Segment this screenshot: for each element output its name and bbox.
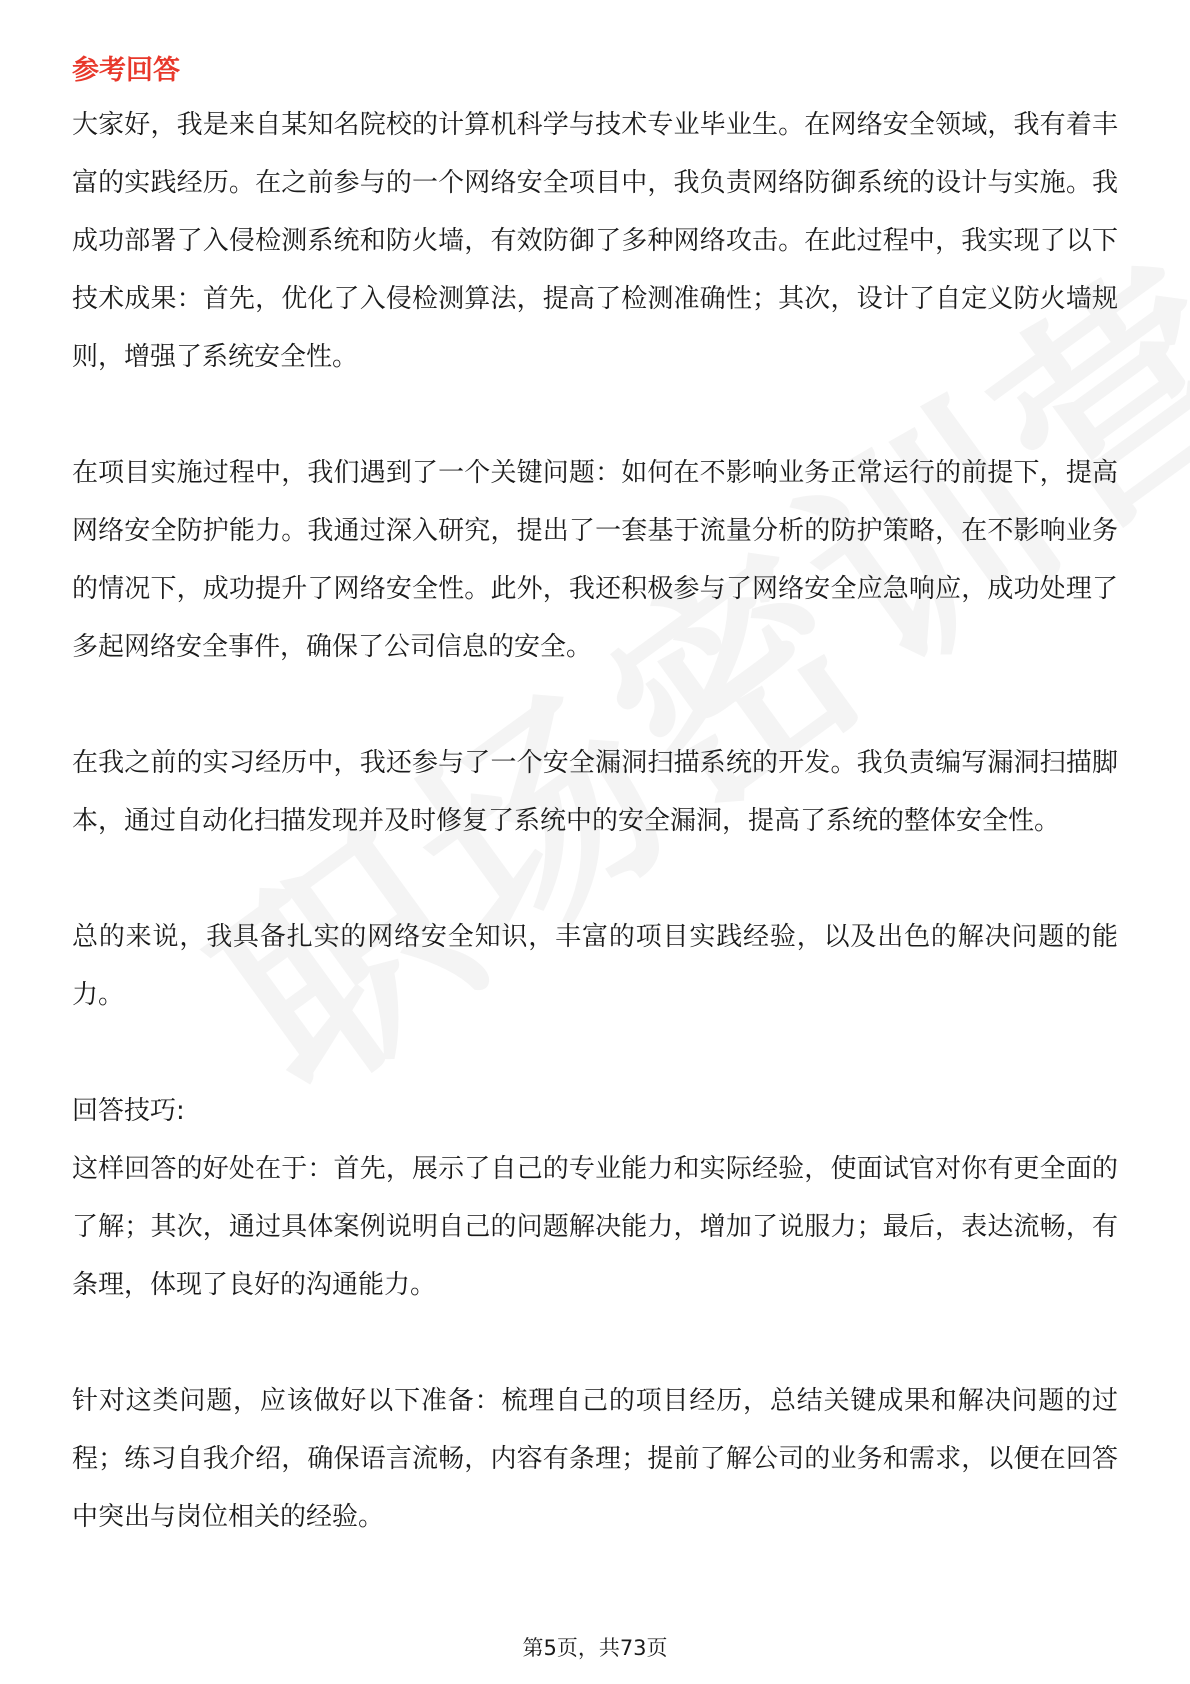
tips-heading: 回答技巧: xyxy=(72,1096,185,1126)
page-number: 第5页，共73页 xyxy=(522,1636,668,1660)
paragraph-spacer xyxy=(72,1024,1118,1082)
tips-paragraph-2: 针对这类问题，应该做好以下准备：梳理自己的项目经历，总结关键成果和解决问题的过程；练习自我介绍，确保语言流畅，内容有条理；提前了解公司的业务和需求，以便在回答中突出与岗位相关的经验。 xyxy=(72,1386,1118,1532)
answer-paragraph-1: 大家好，我是来自某知名院校的计算机科学与技术专业毕业生。在网络安全领域，我有着丰富的实践经历。在之前参与的一个网络安全项目中，我负责网络防御系统的设计与实施。我成功部署了入侵检测系统和防火墙，有效防御了多种网络攻击。在此过程中，我实现了以下技术成果：首先，优化了入侵检测算法，提高了检测准确性；其次，设计了自定义防火墙规则，增强了系统安全性。 xyxy=(72,110,1118,372)
answer-paragraph-4: 总的来说，我具备扎实的网络安全知识，丰富的项目实践经验，以及出色的解决问题的能力。 xyxy=(72,922,1118,1010)
answer-paragraph-3: 在我之前的实习经历中，我还参与了一个安全漏洞扫描系统的开发。我负责编写漏洞扫描脚本，通过自动化扫描发现并及时修复了系统中的安全漏洞，提高了系统的整体安全性。 xyxy=(72,748,1118,836)
answer-heading: 参考回答 xyxy=(72,55,180,86)
document-body xyxy=(72,46,1118,1546)
tips-paragraph-1: 这样回答的好处在于：首先，展示了自己的专业能力和实际经验，使面试官对你有更全面的了解；其次，通过具体案例说明自己的问题解决能力，增加了说服力；最后，表达流畅，有条理，体现了良好的沟通能力。 xyxy=(72,1154,1118,1300)
answer-paragraph-2: 在项目实施过程中，我们遇到了一个关键问题：如何在不影响业务正常运行的前提下，提高网络安全防护能力。我通过深入研究，提出了一套基于流量分析的防护策略，在不影响业务的情况下，成功提升了网络安全性。此外，我还积极参与了网络安全应急响应，成功处理了多起网络安全事件，确保了公司信息的安全。 xyxy=(72,458,1118,662)
paragraph-spacer xyxy=(72,1314,1118,1372)
paragraph-spacer xyxy=(72,386,1118,444)
paragraph-spacer xyxy=(72,850,1118,908)
paragraph-spacer xyxy=(72,676,1118,734)
